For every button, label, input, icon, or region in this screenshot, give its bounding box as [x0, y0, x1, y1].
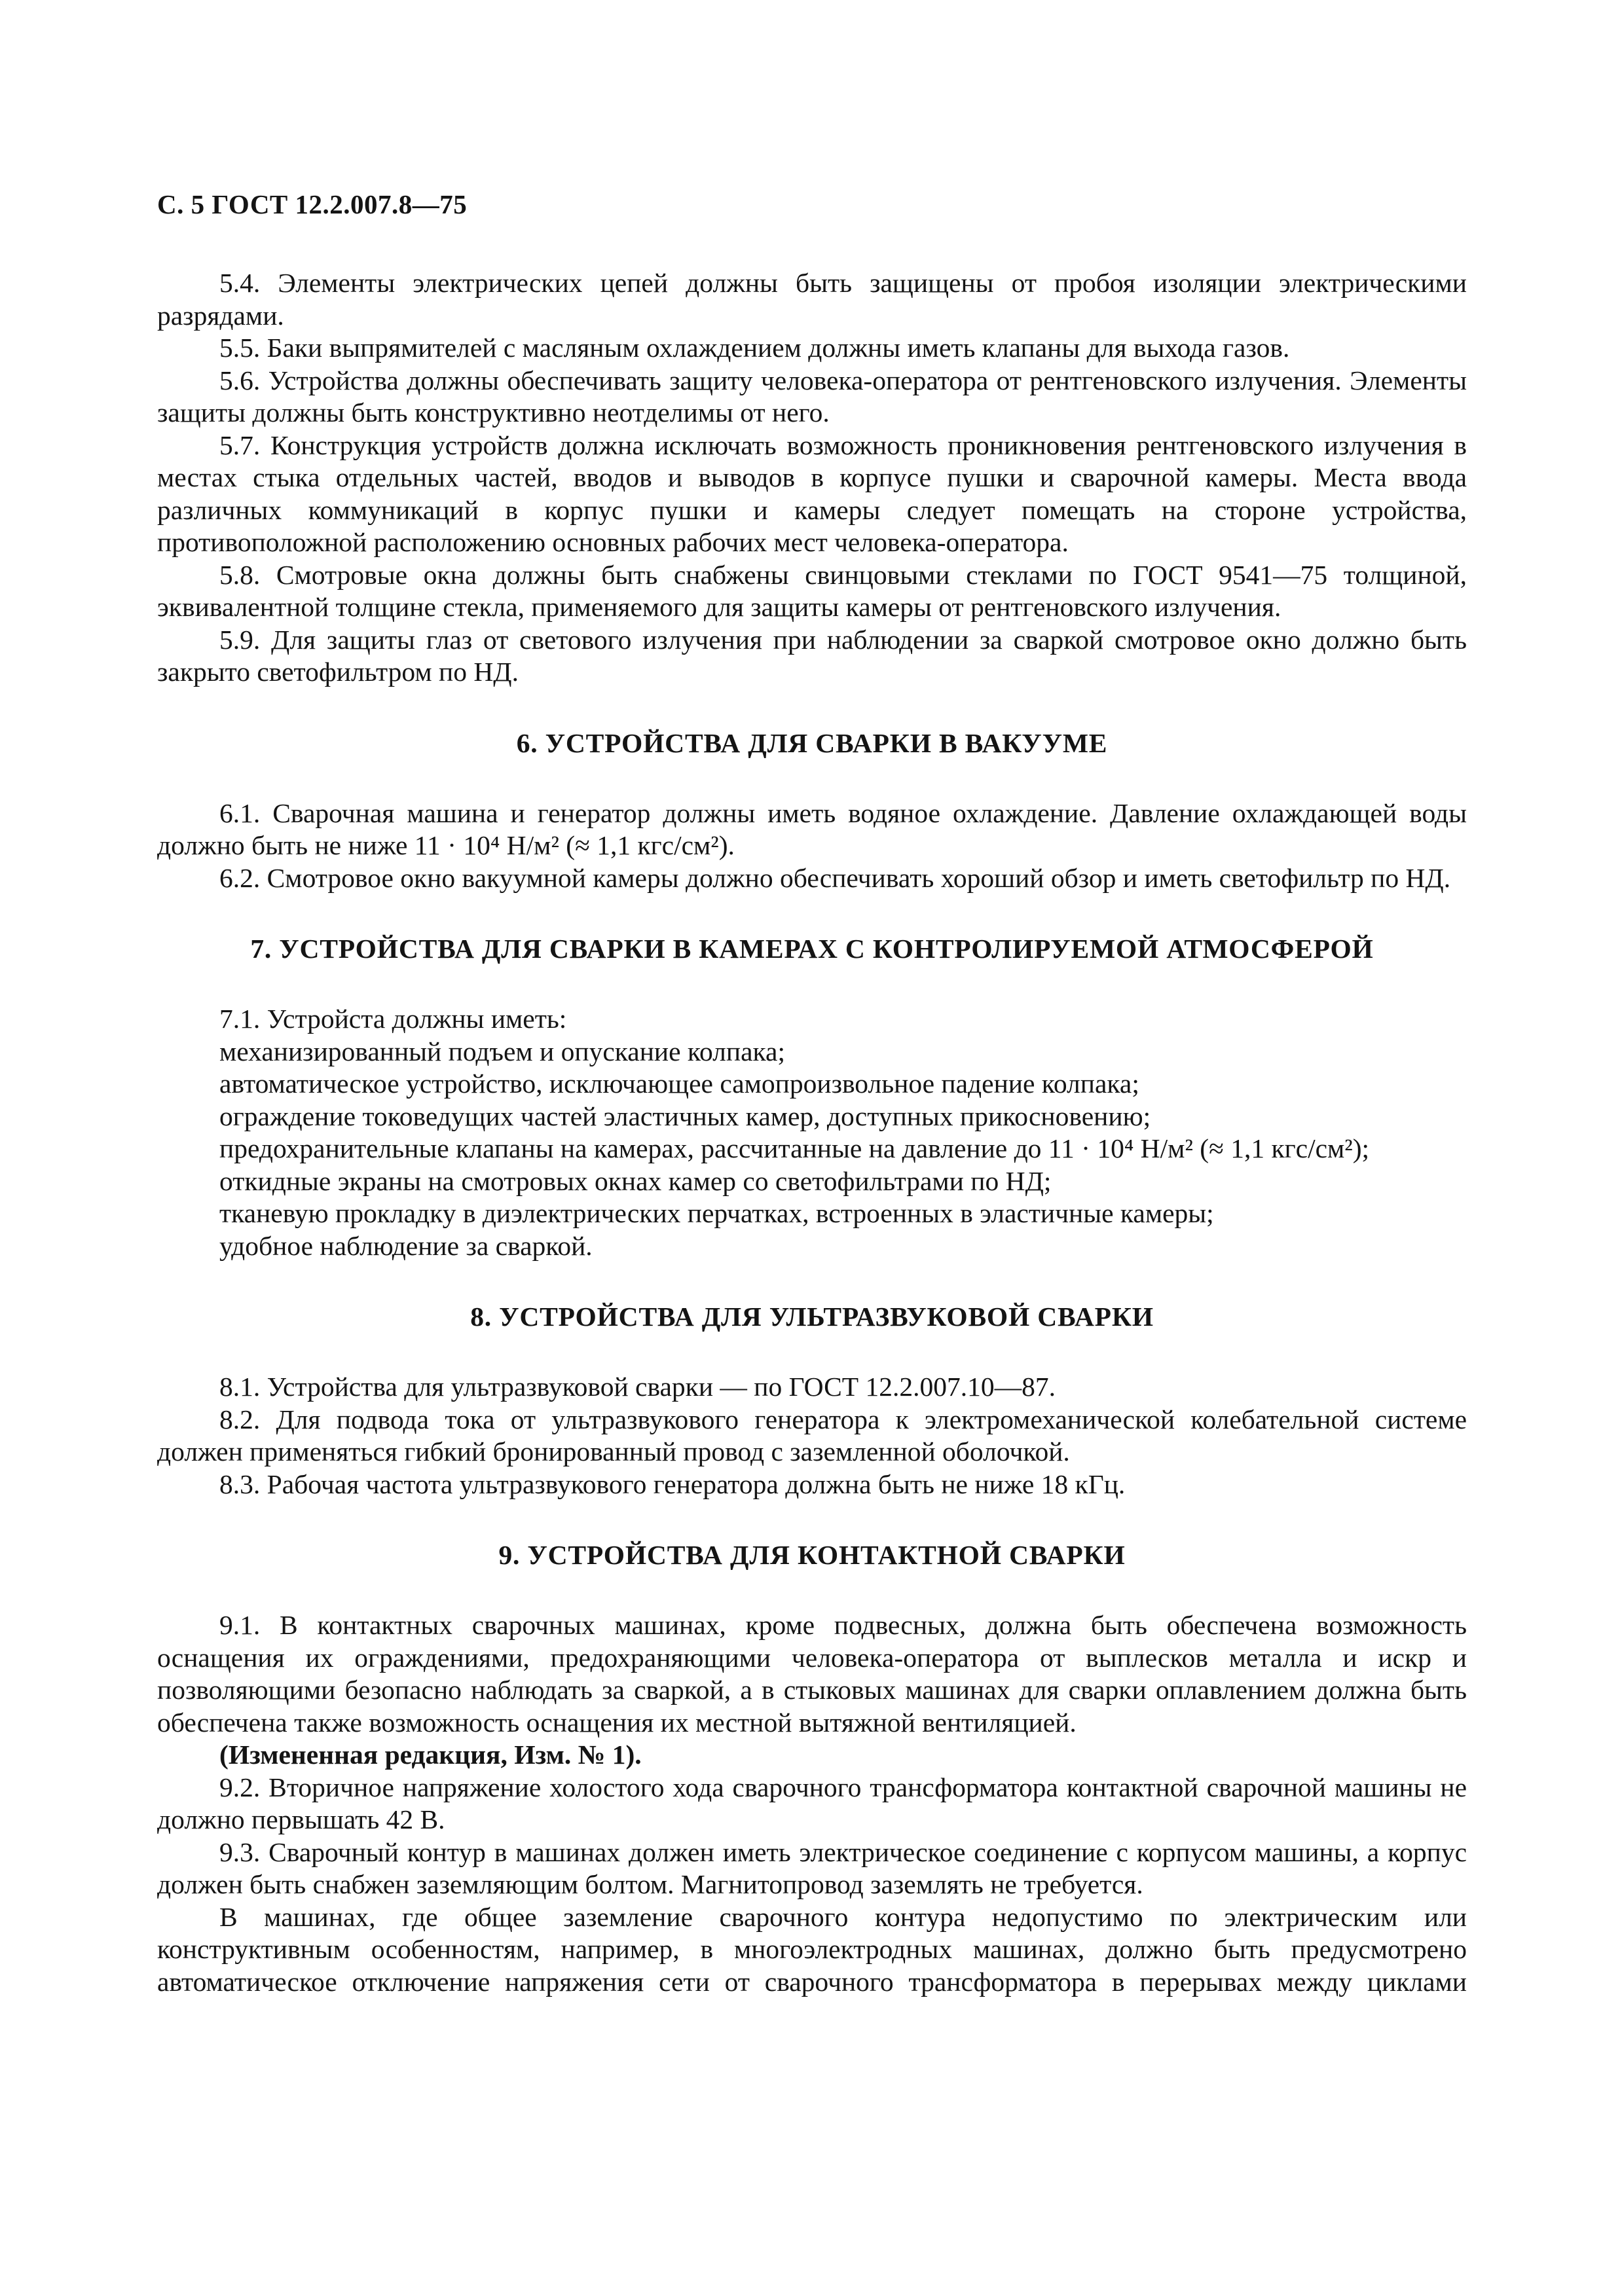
body-text — [157, 267, 1467, 1998]
clause-7-1: 7.1. Устройста должны иметь: — [219, 1004, 567, 1034]
section-8-heading: 8. УСТРОЙСТВА ДЛЯ УЛЬТРАЗВУКОВОЙ СВАРКИ — [470, 1302, 1154, 1332]
list-item: тканевую прокладку в диэлектрических перчатках, встроенных в эластичные камеры; — [219, 1198, 1214, 1228]
clause-6-2: 6.2. Смотровое окно вакуумной камеры должно обеспечивать хороший обзор и иметь светофильтр по НД. — [219, 862, 1451, 893]
clause-6-1: 6.1. Сварочная машина и генератор должны иметь водяное охлаждение. Давление охлаждающей воды должно быть не ниже 11 · 10⁴ Н/м² (≈ 1,1 кгс/см²). — [157, 797, 1467, 860]
list-item: автоматическое устройство, исключающее самопроизвольное падение колпака; — [219, 1068, 1139, 1099]
clause-9-1: 9.1. В контактных сварочных машинах, кроме подвесных, должна быть обеспечена возможность оснащения их ограждениями, предохраняющими человека-оператора от выплесков металла и искр и позволяющими безопасно наблюдать за сваркой, а в стыковых машинах для сварки оплавлением должна быть обеспечена также возможность оснащения их местной вытяжной вентиляцией. — [157, 1610, 1467, 1738]
clause-5-8: 5.8. Смотровые окна должны быть снабжены свинцовыми стеклами по ГОСТ 9541—75 толщиной, эквивалентной толщине стекла, применяемого для защиты камеры от рентгеновского излучения. — [157, 559, 1467, 622]
clause-5-7: 5.7. Конструкция устройств должна исключать возможность проникновения рентгеновского излучения в местах стыка отдельных частей, вводов и выводов в корпусе пушки и сварочной камеры. Места ввода различных коммуникаций в корпус пушки и камеры следует помещать на стороне устройства, противоположной расположению основных рабочих мест человека-оператора. — [157, 429, 1467, 557]
clause-8-2: 8.2. Для подвода тока от ультразвукового генератора к электромеханической колебательной системе должен применяться гибкий бронированный провод с заземленной оболочкой. — [157, 1404, 1467, 1467]
section-9-heading: 9. УСТРОЙСТВА ДЛЯ КОНТАКТНОЙ СВАРКИ — [498, 1540, 1126, 1570]
amendment-note: (Измененная редакция, Изм. № 1). — [219, 1740, 642, 1770]
clause-8-1: 8.1. Устройства для ультразвуковой сварки — по ГОСТ 12.2.007.10—87. — [219, 1372, 1056, 1402]
clause-9-3-continuation: В машинах, где общее заземление сварочного контура недопустимо по электрическим или конструктивным особенностям, например, в многоэлектродных машинах, должно быть предусмотрено автоматическое отключение напряжения сети от сварочного трансформатора в перерывах между циклами — [157, 1901, 1467, 1997]
section-7-heading: 7. УСТРОЙСТВА ДЛЯ СВАРКИ В КАМЕРАХ С КОНТРОЛИРУЕМОЙ АТМОСФЕРОЙ — [250, 934, 1374, 964]
list-item: удобное наблюдение за сваркой. — [219, 1230, 593, 1261]
clause-9-3: 9.3. Сварочный контур в машинах должен иметь электрическое соединение с корпусом машины, а корпус должен быть снабжен заземляющим болтом. Магнитопровод заземлять не требуется. — [157, 1836, 1467, 1899]
list-item: ограждение токоведущих частей эластичных камер, доступных прикосновению; — [219, 1101, 1151, 1131]
list-item: механизированный подъем и опускание колпака; — [219, 1036, 785, 1066]
clause-8-3: 8.3. Рабочая частота ультразвукового генератора должна быть не ниже 18 кГц. — [219, 1468, 1126, 1499]
clause-5-6: 5.6. Устройства должны обеспечивать защиту человека-оператора от рентгеновского излучения. Элементы защиты должны быть конструктивно неотделимы от него. — [157, 365, 1467, 428]
clause-5-5: 5.5. Баки выпрямителей с масляным охлаждением должны иметь клапаны для выхода газов. — [219, 333, 1290, 363]
running-head: С. 5 ГОСТ 12.2.007.8—75 — [157, 189, 468, 219]
list-item: предохранительные клапаны на камерах, рассчитанные на давление до 11 · 10⁴ Н/м² (≈ 1,1 кгс/см²); — [219, 1133, 1370, 1163]
clause-9-2: 9.2. Вторичное напряжение холостого хода сварочного трансформатора контактной сварочной машины не должно первышать 42 В. — [157, 1772, 1467, 1834]
clause-5-9: 5.9. Для защиты глаз от светового излучения при наблюдении за сваркой смотровое окно должно быть закрыто светофильтром по НД. — [157, 624, 1467, 687]
list-item: откидные экраны на смотровых окнах камер со светофильтрами по НД; — [219, 1165, 1052, 1196]
clause-5-4: 5.4. Элементы электрических цепей должны быть защищены от пробоя изоляции электрическими разрядами. — [157, 268, 1467, 331]
section-6-heading: 6. УСТРОЙСТВА ДЛЯ СВАРКИ В ВАКУУМЕ — [516, 727, 1108, 758]
